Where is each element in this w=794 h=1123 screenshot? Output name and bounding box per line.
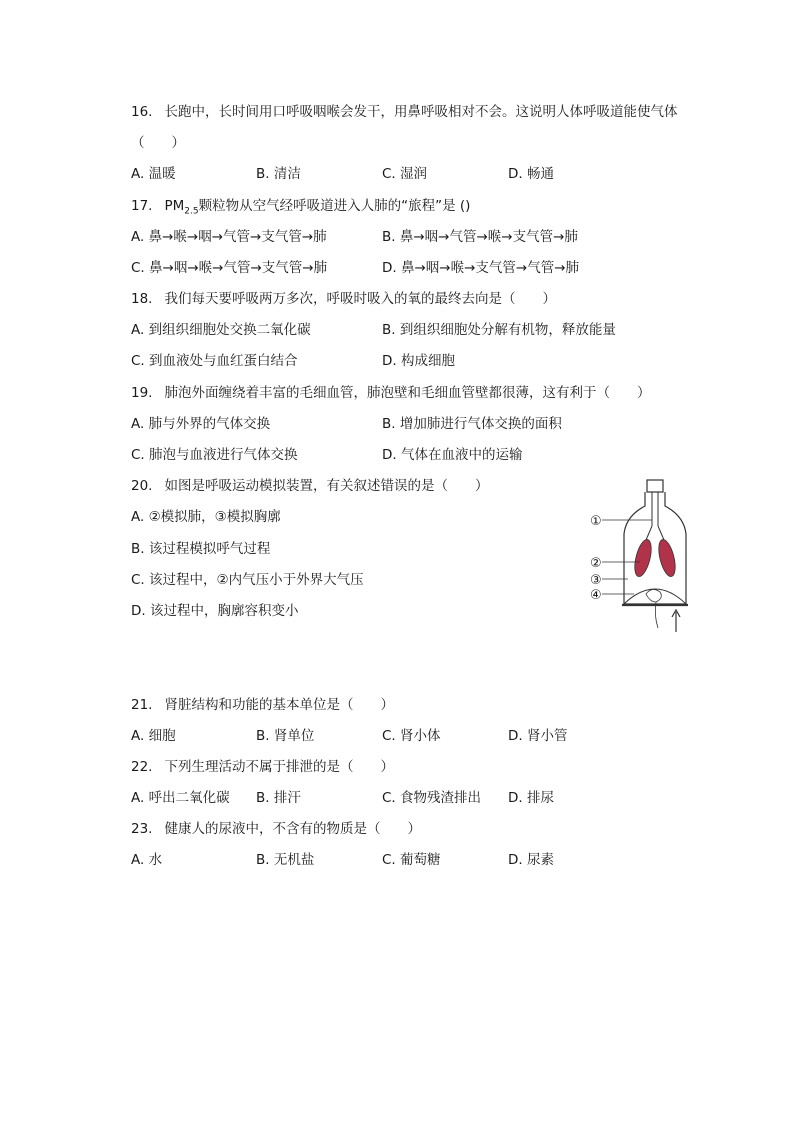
option-a[interactable]: A. 到组织细胞处交换二氧化碳 [131,322,311,338]
question-16-paren: （ ） [131,135,185,151]
option-b[interactable]: B. 到组织细胞处分解有机物，释放能量 [382,322,616,338]
option-a[interactable]: A. ②模拟肺，③模拟胸廓 [131,509,281,525]
option-d[interactable]: D. 尿素 [508,852,554,868]
option-b[interactable]: B. 鼻→咽→气管→喉→支气管→肺 [382,229,578,245]
question-21 [131,695,394,715]
option-a[interactable]: A. 温暖 [131,166,176,182]
question-text: 如图是呼吸运动模拟装置，有关叙述错误的是（ ） [164,478,489,494]
label-4: ④ [590,588,602,603]
option-d[interactable]: D. 构成细胞 [382,353,455,369]
question-text: 我们每天要呼吸两万多次，呼吸时吸入的氧的最终去向是（ ） [164,291,556,307]
question-22 [131,757,394,777]
option-c[interactable]: C. 肾小体 [382,728,441,744]
question-text: 颗粒物从空气经呼吸道进入人肺的“旅程”是 () [198,198,471,214]
question-text: 健康人的尿液中，不含有的物质是（ ） [164,821,421,837]
label-2: ② [590,556,602,571]
question-number: 19. [131,385,153,401]
question-18 [131,289,556,309]
branch-right-shape [658,526,664,540]
option-c[interactable]: C. 湿润 [382,166,428,182]
option-c[interactable]: C. 食物残渣排出 [382,790,482,806]
question-text: 下列生理活动不属于排泄的是（ ） [164,759,394,775]
label-3: ③ [590,573,602,588]
option-c[interactable]: C. 鼻→咽→喉→气管→支气管→肺 [131,260,328,276]
question-text-pm: PM [164,198,185,214]
question-text: 肺泡外面缠绕着丰富的毛细血管，肺泡壁和毛细血管壁都很薄，这有利于（ ） [164,385,651,401]
question-number: 23. [131,821,153,837]
option-b[interactable]: B. 肾单位 [256,728,315,744]
question-20 [131,476,488,496]
option-c[interactable]: C. 该过程中，②内气压小于外界大气压 [131,572,364,588]
option-a[interactable]: A. 呼出二氧化碳 [131,790,230,806]
question-number: 18. [131,291,153,307]
question-16 [131,102,677,122]
option-d[interactable]: D. 排尿 [508,790,554,806]
option-c[interactable]: C. 肺泡与血液进行气体交换 [131,447,298,463]
option-c[interactable]: C. 到血液处与血红蛋白结合 [131,353,298,369]
question-number: 21. [131,697,153,713]
option-b[interactable]: B. 排汗 [256,790,301,806]
question-17 [131,196,470,216]
option-d[interactable]: D. 气体在血液中的运输 [382,447,523,463]
question-number: 20. [131,478,153,494]
option-c[interactable]: C. 葡萄糖 [382,852,441,868]
option-a[interactable]: A. 细胞 [131,728,176,744]
question-text-sub: 2.5 [184,206,199,217]
option-b[interactable]: B. 清洁 [256,166,301,182]
breathing-model-figure [588,476,698,636]
right-balloon-shape [656,538,679,578]
option-a[interactable]: A. 鼻→喉→咽→气管→支气管→肺 [131,229,327,245]
option-a[interactable]: A. 水 [131,852,163,868]
option-b[interactable]: B. 该过程模拟呼气过程 [131,541,271,557]
question-19 [131,383,650,403]
option-b[interactable]: B. 增加肺进行气体交换的面积 [382,416,562,432]
question-number: 17. [131,198,153,214]
question-number: 22. [131,759,153,775]
option-d[interactable]: D. 畅通 [508,166,554,182]
question-number: 16. [131,104,153,120]
branch-left-shape [646,526,652,540]
option-b[interactable]: B. 无机盐 [256,852,315,868]
bell-jar-shape [624,492,686,604]
option-a[interactable]: A. 肺与外界的气体交换 [131,416,271,432]
question-23 [131,819,421,839]
hand-shape [646,589,661,602]
question-text: 肾脏结构和功能的基本单位是（ ） [164,697,394,713]
question-text: 长跑中，长时间用口呼吸咽喉会发干，用鼻呼吸相对不会。这说明人体呼吸道能使气体 [164,104,678,120]
option-d[interactable]: D. 肾小管 [508,728,568,744]
left-balloon-shape [632,538,655,578]
label-1: ① [590,514,602,529]
stopper-shape [647,480,663,492]
option-d[interactable]: D. 该过程中，胸廓容积变小 [131,603,299,619]
option-d[interactable]: D. 鼻→咽→喉→支气管→气管→肺 [382,260,580,276]
